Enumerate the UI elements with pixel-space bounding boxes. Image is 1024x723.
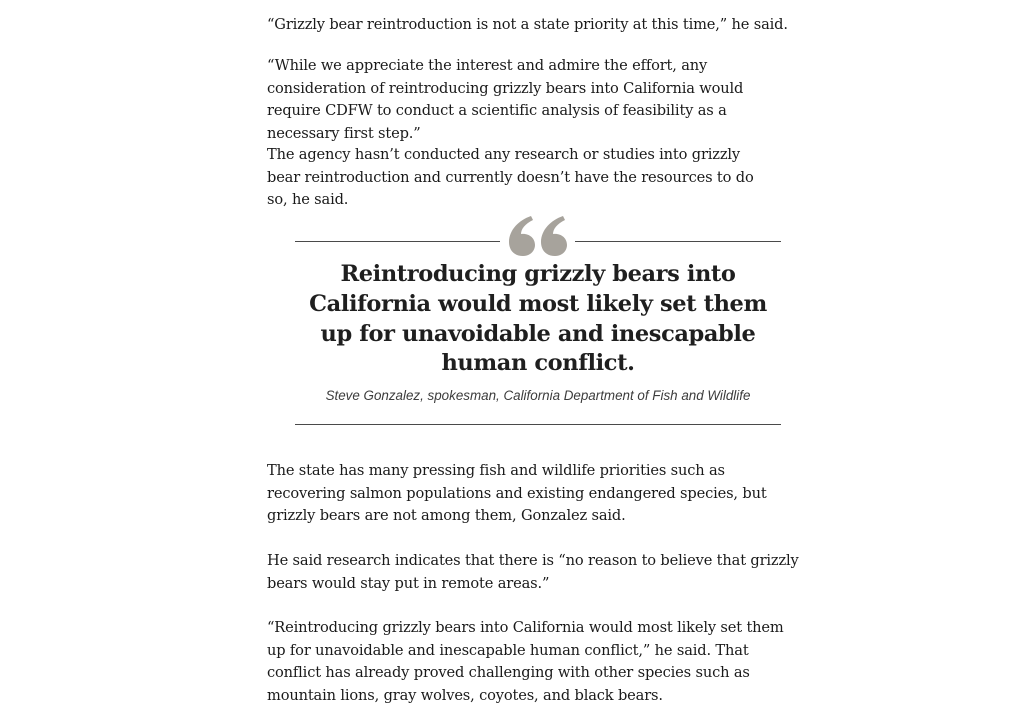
pull-quote	[295, 212, 781, 426]
paragraph: He said research indicates that there is “no reason to believe that grizzly bears would stay put in remote areas.”	[267, 552, 799, 592]
divider	[295, 424, 781, 425]
divider	[575, 241, 781, 242]
pull-quote-text: Reintroducing grizzly bears into California would most likely set them up for unavoidable and inescapable human conflict.	[309, 261, 767, 377]
paragraph: The state has many pressing fish and wildlife priorities such as recovering salmon populations and existing endangered species, but grizzly bears are not among them, Gonzalez said.	[267, 462, 767, 525]
paragraph: “Reintroducing grizzly bears into California would most likely set them up for unavoidable and inescapable human conflict,” he said. That conflict has already proved challenging with other species such as mountain lions, gray wolves, coyotes, and black bears.	[267, 619, 784, 704]
quote-mark-icon	[509, 216, 569, 256]
paragraph: The agency hasn’t conducted any research or studies into grizzly bear reintroduction and currently doesn’t have the resources to do so, he said.	[267, 146, 754, 209]
paragraph: “While we appreciate the interest and admire the effort, any consideration of reintroducing grizzly bears into California would require CDFW to conduct a scientific analysis of feasibility as a necessary first step.”	[267, 57, 744, 142]
paragraph: “Grizzly bear reintroduction is not a state priority at this time,” he said.	[267, 16, 788, 33]
divider	[295, 241, 500, 242]
pull-quote-attribution: Steve Gonzalez, spokesman, California Department of Fish and Wildlife	[325, 388, 751, 403]
